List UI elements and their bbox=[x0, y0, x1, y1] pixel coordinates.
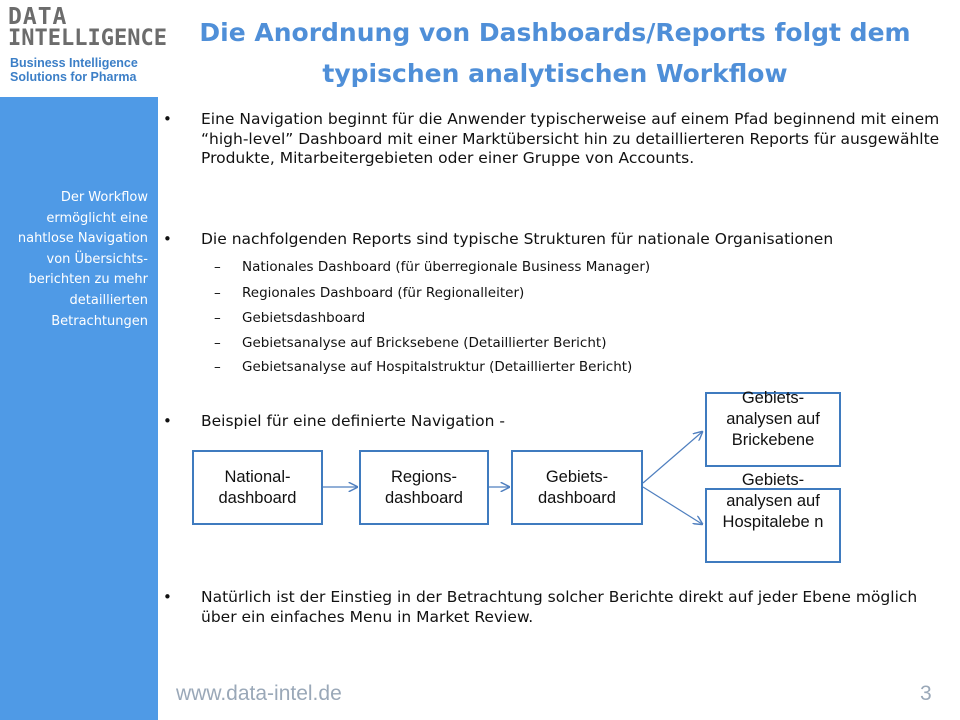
dash: – bbox=[214, 359, 221, 375]
subitem-text: Nationales Dashboard (für überregionale Business Manager) bbox=[242, 259, 651, 275]
subitem-text: Gebietsdashboard bbox=[242, 310, 366, 326]
logo-tagline-2: Solutions for Pharma bbox=[10, 70, 137, 84]
dash: – bbox=[214, 335, 221, 351]
arrow-gebiets-to-hospital bbox=[643, 487, 702, 524]
box-label: Regions-dashboard bbox=[385, 467, 463, 507]
bullet-text: Eine Navigation beginnt für die Anwender typischerweise auf einem Pfad beginnend mit einem “high-level” Dashboard mit einer Marktübersicht hin zu detaillierteren Reports für ausgewählte Produkte, Mitarbeitergebieten oder einer Gruppe von Accounts. bbox=[201, 110, 940, 167]
bullet-text: Die nachfolgenden Reports sind typische Strukturen für nationale Organisationen bbox=[201, 230, 834, 248]
bullet-dot: • bbox=[163, 412, 172, 430]
bullet-text: Natürlich ist der Einstieg in der Betrachtung solcher Berichte direkt auf jeder Ebene möglich über ein einfaches Menu in Market Review. bbox=[201, 588, 918, 626]
box-gebietsanalysen-hospital[interactable] bbox=[705, 471, 841, 563]
subitem-text: Regionales Dashboard (für Regionalleiter) bbox=[242, 285, 525, 301]
logo-word-data: DATA bbox=[8, 4, 68, 30]
page-number: 3 bbox=[920, 682, 932, 705]
box-nationaldashboard[interactable] bbox=[192, 450, 323, 525]
logo-word-intelligence: INTELLIGENCE bbox=[8, 26, 167, 51]
slide-title: Die Anordnung von Dashboards/Reports folgt dem typischen analytischen Workflow bbox=[199, 18, 911, 88]
logo-tagline-1: Business Intelligence bbox=[10, 56, 138, 70]
dash: – bbox=[214, 259, 221, 275]
footer-url[interactable]: www.data-intel.de bbox=[176, 682, 342, 705]
arrow-gebiets-to-bricks bbox=[643, 432, 702, 483]
box-label: Gebiets-analysen auf Brickebene bbox=[726, 389, 820, 449]
box-label: Gebiets-analysen auf Hospitalebe n bbox=[722, 471, 824, 531]
box-label: Gebiets-dashboard bbox=[538, 467, 616, 507]
dash: – bbox=[214, 310, 221, 326]
subitem-text: Gebietsanalyse auf Hospitalstruktur (Detaillierter Bericht) bbox=[242, 359, 633, 375]
bullet-dot: • bbox=[163, 110, 172, 128]
box-gebietsdashboard[interactable] bbox=[511, 450, 643, 525]
sidebar-note: Der Workflow ermöglicht eine nahtlose Navigation von Übersichts-berichten zu mehr detaillierten Betrachtungen bbox=[17, 190, 148, 329]
bullet-dot: • bbox=[163, 588, 172, 606]
bullet-dot: • bbox=[163, 230, 172, 248]
subitem-text: Gebietsanalyse auf Bricksebene (Detaillierter Bericht) bbox=[242, 335, 607, 351]
box-label: National-dashboard bbox=[218, 467, 297, 507]
dash: – bbox=[214, 285, 221, 301]
box-regionsdashboard[interactable] bbox=[359, 450, 489, 525]
box-gebietsanalysen-bricks[interactable] bbox=[705, 389, 841, 467]
bullet-text: Beispiel für eine definierte Navigation - bbox=[201, 412, 506, 430]
